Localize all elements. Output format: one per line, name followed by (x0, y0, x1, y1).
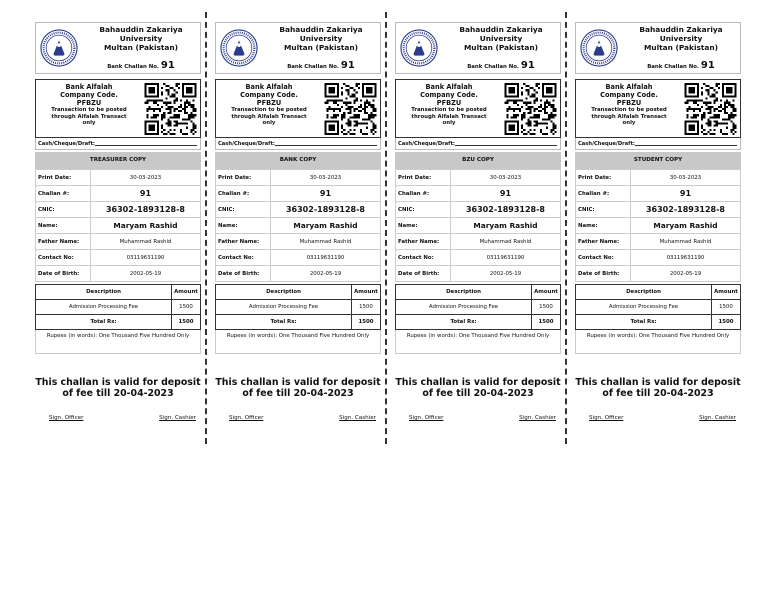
dob-value: 2002-05-19 (271, 266, 381, 282)
bank-info-box (575, 79, 741, 138)
cut-line (565, 12, 567, 444)
bank-instructions (578, 83, 680, 127)
qr-code-icon (144, 83, 197, 135)
table-row (216, 300, 381, 315)
table-row (216, 250, 381, 266)
challan-value: 91 (631, 186, 741, 202)
table-row (36, 234, 201, 250)
cnic-label: CNIC: (396, 202, 451, 218)
description-header: Description (576, 285, 712, 300)
table-row (216, 266, 381, 282)
transaction-note-line1: Transaction to be posted (411, 107, 487, 113)
challan-number-value: 91 (160, 60, 175, 71)
challan-copy (215, 22, 381, 421)
university-name-line2: University (659, 34, 703, 43)
cash-cheque-draft (395, 138, 561, 150)
table-row (36, 202, 201, 218)
transaction-note-line1: Transaction to be posted (591, 107, 667, 113)
transaction-note-line2: through Alfalah Transact (231, 113, 307, 120)
table-row (396, 300, 561, 315)
description-header: Description (216, 285, 352, 300)
contact-label: Contact No: (216, 250, 271, 266)
cnic-value: 36302-1893128-8 (91, 202, 201, 218)
fee-description: Admission Processing Fee (576, 300, 712, 315)
table-row (576, 234, 741, 250)
transaction-note-line1: Transaction to be posted (231, 107, 307, 113)
challan-number-label: Bank Challan No. (107, 64, 159, 70)
sign-officer: Sign. Officer (229, 415, 264, 421)
student-info-table (575, 169, 741, 282)
validity-line2: of fee till 20-04-2023 (422, 388, 534, 399)
challan-sheet (33, 12, 743, 444)
company-code-label: Company Code. (60, 91, 118, 99)
dob-value: 2002-05-19 (91, 266, 201, 282)
qr-code-icon (504, 83, 557, 135)
dob-label: Date of Birth: (216, 266, 271, 282)
validity-line2: of fee till 20-04-2023 (62, 388, 174, 399)
challan-label: Challan #: (396, 186, 451, 202)
table-row (396, 234, 561, 250)
description-header: Description (36, 285, 172, 300)
transaction-note-line3: only (442, 120, 456, 127)
challan-number-value: 91 (700, 60, 715, 71)
signature-row (395, 415, 561, 421)
table-row (36, 250, 201, 266)
qr-code-icon (684, 83, 737, 135)
bank-name: Bank Alfalah (425, 83, 473, 91)
challan-header (35, 22, 201, 74)
sign-officer: Sign. Officer (589, 415, 624, 421)
father-name-label: Father Name: (396, 234, 451, 250)
copy-title: STUDENT COPY (575, 152, 741, 169)
challan-number-value: 91 (340, 60, 355, 71)
contact-label: Contact No: (396, 250, 451, 266)
total-label: Total Rs: (36, 315, 172, 330)
cnic-value: 36302-1893128-8 (451, 202, 561, 218)
cash-cheque-draft-label: Cash/Cheque/Draft: (578, 141, 635, 147)
total-label: Total Rs: (576, 315, 712, 330)
sign-cashier: Sign. Cashier (519, 415, 556, 421)
bank-name: Bank Alfalah (605, 83, 653, 91)
cut-line (205, 12, 207, 444)
father-name-label: Father Name: (216, 234, 271, 250)
university-name-line2: University (479, 34, 523, 43)
total-label: Total Rs: (396, 315, 532, 330)
validity-line1: This challan is valid for deposit (575, 377, 741, 388)
sign-cashier: Sign. Cashier (699, 415, 736, 421)
company-code: PFBZU (256, 99, 282, 107)
bank-info-box (215, 79, 381, 138)
company-code-label: Company Code. (600, 91, 658, 99)
table-row (396, 202, 561, 218)
father-name-value: Muhammad Rashid (91, 234, 201, 250)
table-row (216, 186, 381, 202)
challan-number-label: Bank Challan No. (647, 64, 699, 70)
amount-in-words: Rupees (in words): One Thousand Five Hundred Only (575, 330, 741, 354)
fee-description: Admission Processing Fee (216, 300, 352, 315)
fee-amount: 1500 (712, 300, 741, 315)
fee-table (35, 284, 201, 330)
transaction-note-line2: through Alfalah Transact (411, 113, 487, 120)
signature-row (35, 415, 201, 421)
table-row (576, 186, 741, 202)
company-code-label: Company Code. (420, 91, 478, 99)
cash-cheque-draft-label: Cash/Cheque/Draft: (38, 141, 95, 147)
total-label: Total Rs: (216, 315, 352, 330)
contact-value: 03119631190 (91, 250, 201, 266)
university-name-line2: University (119, 34, 163, 43)
bank-instructions (218, 83, 320, 127)
validity-line1: This challan is valid for deposit (215, 377, 381, 388)
print-date-value: 30-03-2023 (271, 170, 381, 186)
table-row (36, 218, 201, 234)
bank-instructions (38, 83, 140, 127)
cnic-label: CNIC: (576, 202, 631, 218)
challan-number-label: Bank Challan No. (467, 64, 519, 70)
cash-cheque-draft (215, 138, 381, 150)
father-name-value: Muhammad Rashid (631, 234, 741, 250)
bank-challan-number (622, 60, 740, 71)
name-label: Name: (576, 218, 631, 234)
challan-header (575, 22, 741, 74)
table-row (36, 186, 201, 202)
contact-value: 03119631190 (631, 250, 741, 266)
table-row (396, 186, 561, 202)
name-label: Name: (36, 218, 91, 234)
challan-value: 91 (91, 186, 201, 202)
sign-officer: Sign. Officer (409, 415, 444, 421)
father-name-value: Muhammad Rashid (271, 234, 381, 250)
university-name-line1: Bahauddin Zakariya (279, 25, 363, 34)
table-row (216, 315, 381, 330)
student-info-table (215, 169, 381, 282)
table-row (216, 234, 381, 250)
challan-label: Challan #: (216, 186, 271, 202)
university-name-line1: Bahauddin Zakariya (99, 25, 183, 34)
print-date-label: Print Date: (396, 170, 451, 186)
bank-instructions (398, 83, 500, 127)
name-value: Maryam Rashid (271, 218, 381, 234)
table-row (36, 266, 201, 282)
university-seal-icon (400, 29, 438, 67)
table-row (576, 218, 741, 234)
bank-challan-number (442, 60, 560, 71)
company-code: PFBZU (616, 99, 642, 107)
university-seal-icon (40, 29, 78, 67)
amount-header: Amount (352, 285, 381, 300)
cnic-value: 36302-1893128-8 (271, 202, 381, 218)
validity-line2: of fee till 20-04-2023 (242, 388, 354, 399)
signature-row (215, 415, 381, 421)
contact-value: 03119631190 (451, 250, 561, 266)
challan-copy (395, 22, 561, 421)
print-date-label: Print Date: (36, 170, 91, 186)
description-header: Description (396, 285, 532, 300)
university-name-line3: Multan (Pakistan) (283, 43, 359, 52)
copy-title: TREASURER COPY (35, 152, 201, 169)
amount-header: Amount (532, 285, 561, 300)
cnic-value: 36302-1893128-8 (631, 202, 741, 218)
table-row (576, 285, 741, 300)
name-value: Maryam Rashid (451, 218, 561, 234)
dob-label: Date of Birth: (576, 266, 631, 282)
university-name-line3: Multan (Pakistan) (103, 43, 179, 52)
validity-note (35, 377, 201, 399)
table-row (396, 266, 561, 282)
transaction-note-line3: only (82, 120, 96, 127)
cnic-label: CNIC: (36, 202, 91, 218)
table-row (216, 285, 381, 300)
university-name-line3: Multan (Pakistan) (643, 43, 719, 52)
total-amount: 1500 (172, 315, 201, 330)
amount-header: Amount (712, 285, 741, 300)
sign-cashier: Sign. Cashier (339, 415, 376, 421)
validity-line2: of fee till 20-04-2023 (602, 388, 714, 399)
challan-header (395, 22, 561, 74)
validity-note (215, 377, 381, 399)
table-row (396, 285, 561, 300)
table-row (576, 170, 741, 186)
university-name (262, 25, 380, 52)
print-date-value: 30-03-2023 (451, 170, 561, 186)
father-name-label: Father Name: (36, 234, 91, 250)
cash-cheque-draft-line (275, 141, 377, 146)
student-info-table (35, 169, 201, 282)
bank-info-box (395, 79, 561, 138)
student-info-table (395, 169, 561, 282)
cnic-label: CNIC: (216, 202, 271, 218)
validity-note (395, 377, 561, 399)
challan-copy (575, 22, 741, 421)
transaction-note-line3: only (262, 120, 276, 127)
bank-name: Bank Alfalah (65, 83, 113, 91)
print-date-label: Print Date: (576, 170, 631, 186)
name-label: Name: (396, 218, 451, 234)
sign-officer: Sign. Officer (49, 415, 84, 421)
table-row (36, 300, 201, 315)
fee-table (395, 284, 561, 330)
transaction-note-line1: Transaction to be posted (51, 107, 127, 113)
contact-label: Contact No: (576, 250, 631, 266)
university-name (622, 25, 740, 52)
validity-note (575, 377, 741, 399)
cash-cheque-draft-line (95, 141, 197, 146)
table-row (216, 170, 381, 186)
transaction-note-line2: through Alfalah Transact (51, 113, 127, 120)
university-name (442, 25, 560, 52)
table-row (216, 202, 381, 218)
total-amount: 1500 (352, 315, 381, 330)
copy-title: BANK COPY (215, 152, 381, 169)
challan-copy (35, 22, 201, 421)
amount-in-words: Rupees (in words): One Thousand Five Hundred Only (35, 330, 201, 354)
table-row (36, 315, 201, 330)
company-code: PFBZU (76, 99, 102, 107)
father-name-value: Muhammad Rashid (451, 234, 561, 250)
fee-table (575, 284, 741, 330)
university-name-line2: University (299, 34, 343, 43)
challan-label: Challan #: (576, 186, 631, 202)
table-row (576, 300, 741, 315)
table-row (396, 218, 561, 234)
challan-number-value: 91 (520, 60, 535, 71)
challan-value: 91 (271, 186, 381, 202)
dob-value: 2002-05-19 (631, 266, 741, 282)
bank-info-box (35, 79, 201, 138)
challan-value: 91 (451, 186, 561, 202)
table-row (396, 315, 561, 330)
university-name-line3: Multan (Pakistan) (463, 43, 539, 52)
name-value: Maryam Rashid (631, 218, 741, 234)
university-seal-icon (580, 29, 618, 67)
validity-line1: This challan is valid for deposit (395, 377, 561, 388)
fee-table (215, 284, 381, 330)
university-name-line1: Bahauddin Zakariya (639, 25, 723, 34)
table-row (576, 250, 741, 266)
cash-cheque-draft-line (635, 141, 737, 146)
contact-label: Contact No: (36, 250, 91, 266)
father-name-label: Father Name: (576, 234, 631, 250)
validity-line1: This challan is valid for deposit (35, 377, 201, 388)
total-amount: 1500 (532, 315, 561, 330)
cash-cheque-draft-label: Cash/Cheque/Draft: (398, 141, 455, 147)
fee-description: Admission Processing Fee (396, 300, 532, 315)
table-row (576, 266, 741, 282)
bank-challan-number (262, 60, 380, 71)
fee-amount: 1500 (172, 300, 201, 315)
challan-label: Challan #: (36, 186, 91, 202)
table-row (576, 315, 741, 330)
amount-in-words: Rupees (in words): One Thousand Five Hundred Only (395, 330, 561, 354)
total-amount: 1500 (712, 315, 741, 330)
cash-cheque-draft-label: Cash/Cheque/Draft: (218, 141, 275, 147)
print-date-label: Print Date: (216, 170, 271, 186)
cash-cheque-draft (575, 138, 741, 150)
print-date-value: 30-03-2023 (91, 170, 201, 186)
bank-challan-number (82, 60, 200, 71)
cut-line (385, 12, 387, 444)
fee-amount: 1500 (352, 300, 381, 315)
table-row (36, 170, 201, 186)
dob-label: Date of Birth: (396, 266, 451, 282)
company-code: PFBZU (436, 99, 462, 107)
transaction-note-line2: through Alfalah Transact (591, 113, 667, 120)
amount-in-words: Rupees (in words): One Thousand Five Hundred Only (215, 330, 381, 354)
copy-title: BZU COPY (395, 152, 561, 169)
table-row (576, 202, 741, 218)
contact-value: 03119631190 (271, 250, 381, 266)
dob-value: 2002-05-19 (451, 266, 561, 282)
fee-description: Admission Processing Fee (36, 300, 172, 315)
name-label: Name: (216, 218, 271, 234)
challan-header (215, 22, 381, 74)
bank-name: Bank Alfalah (245, 83, 293, 91)
cash-cheque-draft-line (455, 141, 557, 146)
transaction-note-line3: only (622, 120, 636, 127)
cash-cheque-draft (35, 138, 201, 150)
university-name (82, 25, 200, 52)
university-name-line1: Bahauddin Zakariya (459, 25, 543, 34)
university-seal-icon (220, 29, 258, 67)
table-row (36, 285, 201, 300)
table-row (396, 250, 561, 266)
amount-header: Amount (172, 285, 201, 300)
qr-code-icon (324, 83, 377, 135)
dob-label: Date of Birth: (36, 266, 91, 282)
name-value: Maryam Rashid (91, 218, 201, 234)
fee-amount: 1500 (532, 300, 561, 315)
print-date-value: 30-03-2023 (631, 170, 741, 186)
challan-number-label: Bank Challan No. (287, 64, 339, 70)
table-row (216, 218, 381, 234)
sign-cashier: Sign. Cashier (159, 415, 196, 421)
signature-row (575, 415, 741, 421)
table-row (396, 170, 561, 186)
company-code-label: Company Code. (240, 91, 298, 99)
